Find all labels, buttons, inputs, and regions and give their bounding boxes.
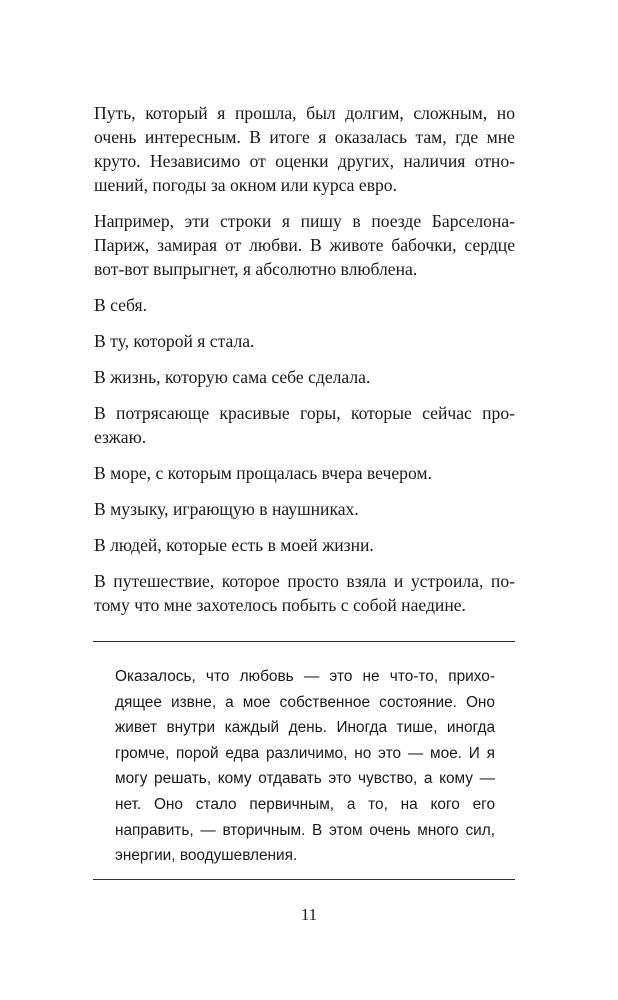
paragraph-self: В себя. [94,295,147,315]
paragraph-people: В людей, которые есть в моей жизни. [94,535,374,555]
main-text [94,101,515,617]
paragraph-train: Например, эти строки я пишу в поезде Барселона-Париж, замирая от любви. В животе бабочки, сердце вот-вот выпрыгнет, я абсолютно влюблена. [94,211,515,279]
paragraph-who-became: В ту, которой я стала. [94,331,255,351]
callout-box [115,664,495,869]
paragraph-mountains: В потрясающе красивые горы, которые сейчас проезжаю. [94,403,515,447]
paragraph-path: Путь, который я прошла, был долгим, сложным, но очень интересным. В итоге я оказалась там, где мне круто. Независимо от оценки других, наличия отношений, погоды за окном или курса евро. [94,103,515,195]
callout-bottom-divider [93,879,515,880]
paragraph-life: В жизнь, которую сама себе сделала. [94,367,371,387]
callout-text: Оказалось, что любовь — это не что-то, приходящее извне, а мое собственное состояние. Оно живет внутри каждый день. Иногда тише, иногда громче, порой едва различимо, но это — мое. И я могу решать, кому отдавать это чувство, а кому — нет. Оно стало первичным, а то, на кого его направить, — вторичным. В этом очень много сил, энергии, воодушевления. [115,668,495,865]
paragraph-sea: В море, с которым прощалась вчера вечером. [94,463,432,483]
callout-top-divider [93,641,515,642]
paragraph-music: В музыку, играющую в наушниках. [94,499,359,519]
paragraph-journey: В путешествие, которое просто взяла и устроила, потому что мне захотелось побыть с собой наедине. [94,571,515,615]
page-number: 11 [300,905,318,924]
